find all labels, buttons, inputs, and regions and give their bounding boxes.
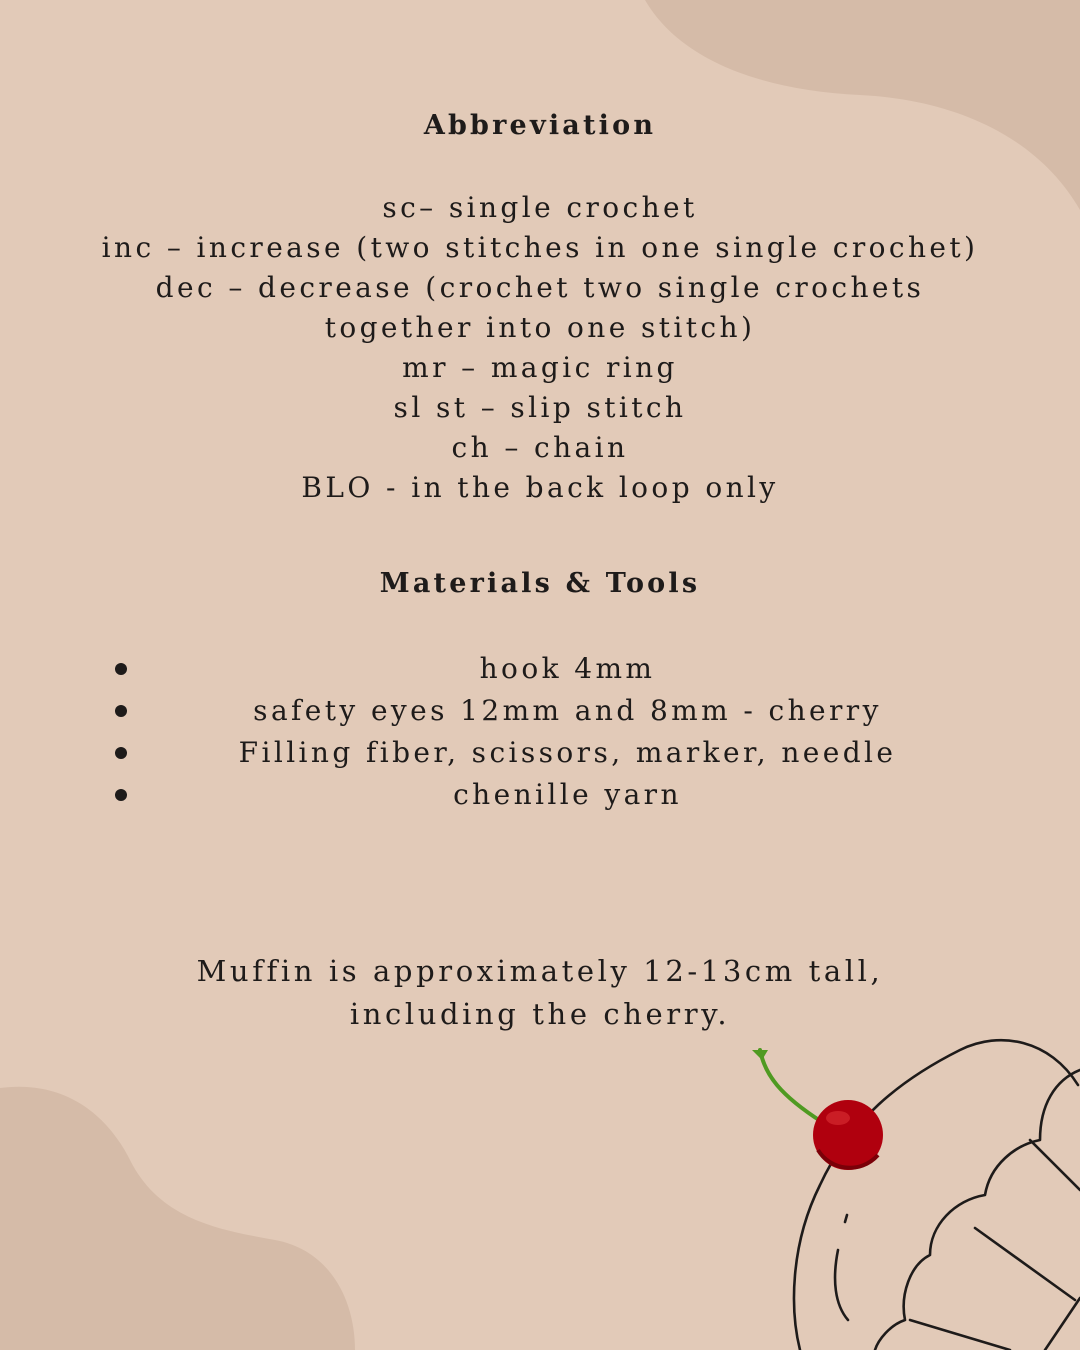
list-item-text: hook 4mm <box>479 652 656 685</box>
abbreviation-line: BLO - in the back loop only <box>301 471 779 504</box>
list-item-text: safety eyes 12mm and 8mm - cherry <box>253 694 882 727</box>
materials-heading: Materials & Tools <box>379 568 701 599</box>
list-item-text: Filling fiber, scissors, marker, needle <box>238 736 897 769</box>
abbreviation-line: dec – decrease (crochet two single crochets <box>155 271 925 304</box>
list-item-text: chenille yarn <box>453 778 682 811</box>
list-item <box>0 690 1080 732</box>
abbreviation-list <box>0 188 1080 508</box>
list-item <box>0 774 1080 816</box>
size-note-line: Muffin is approximately 12-13cm tall, <box>196 954 884 988</box>
abbreviation-heading: Abbreviation <box>423 110 657 141</box>
abbreviation-line: inc – increase (two stitches in one single crochet) <box>101 231 979 264</box>
abbreviation-line: sc– single crochet <box>382 191 698 224</box>
bullet-icon <box>115 789 127 801</box>
abbreviation-line: mr – magic ring <box>402 351 678 384</box>
bullet-icon <box>115 663 127 675</box>
abbreviation-line: ch – chain <box>451 431 629 464</box>
list-item <box>0 648 1080 690</box>
size-note-line: including the cherry. <box>349 997 731 1031</box>
abbreviation-line: sl st – slip stitch <box>393 391 687 424</box>
abbreviation-line: together into one stitch) <box>324 311 756 344</box>
bullet-icon <box>115 747 127 759</box>
materials-list <box>0 648 1080 816</box>
bullet-icon <box>115 705 127 717</box>
list-item <box>0 732 1080 774</box>
size-note <box>0 950 1080 1036</box>
